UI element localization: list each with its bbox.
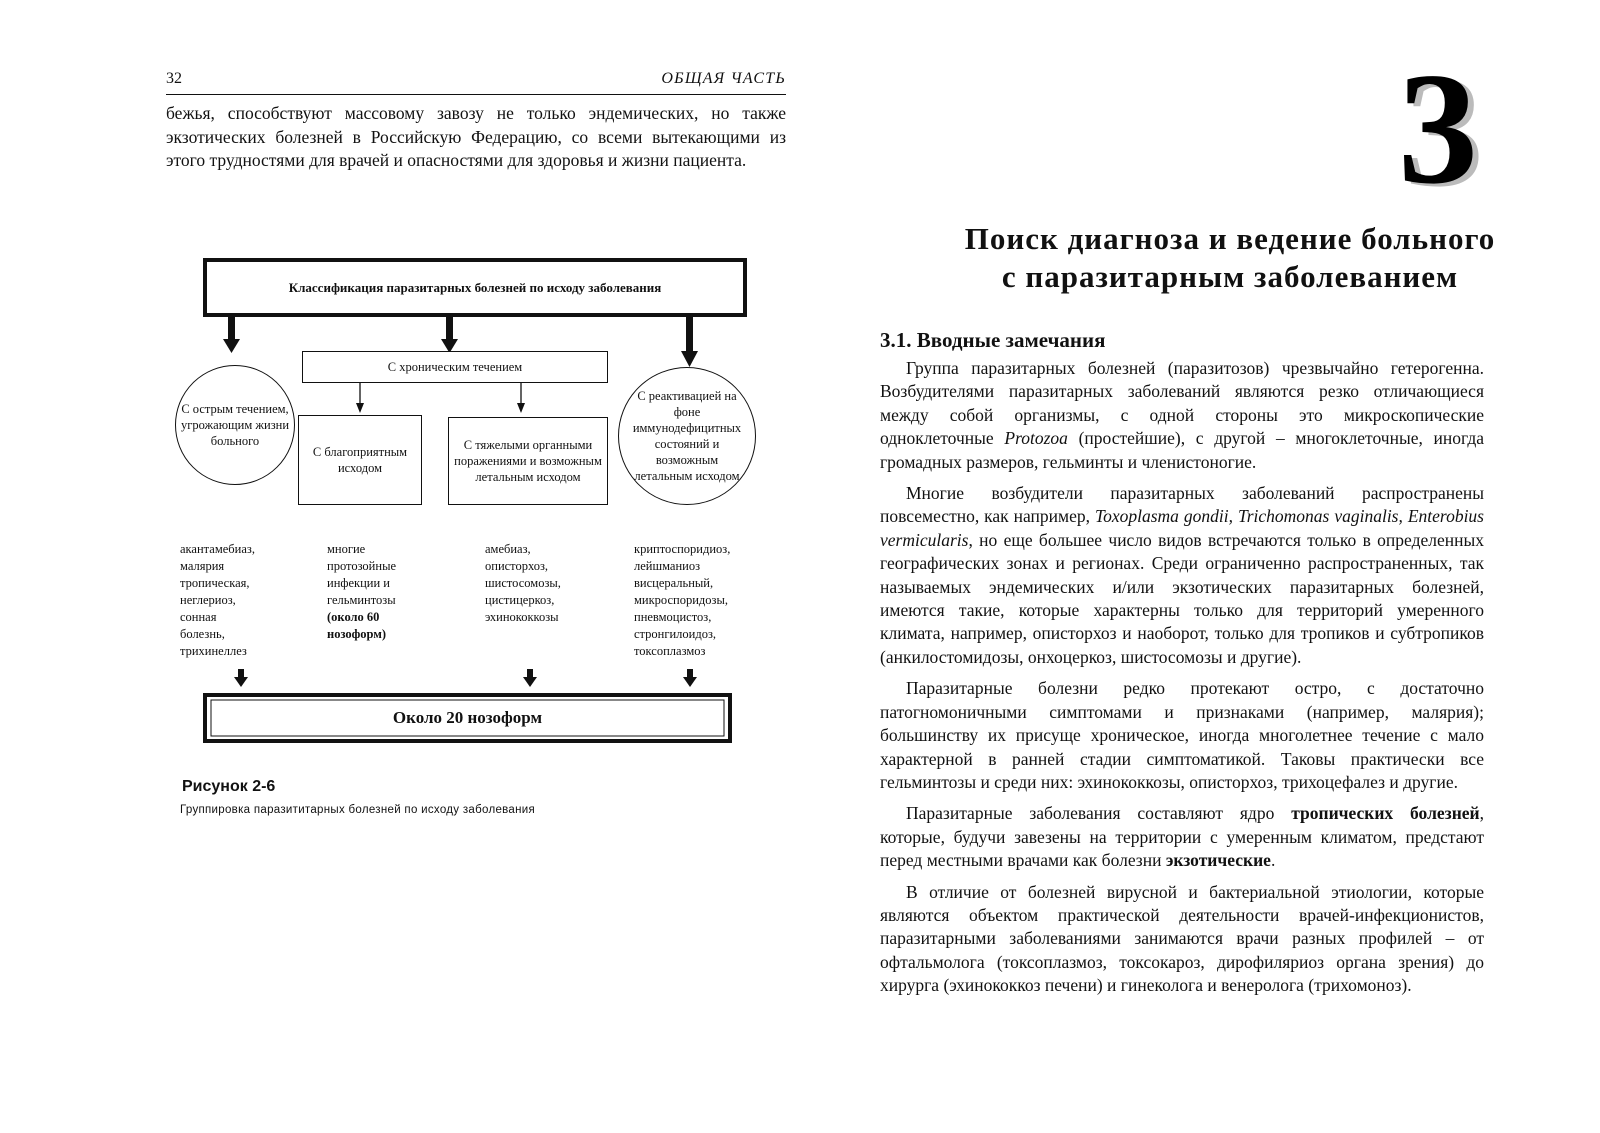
- figure-caption: Группировка паразититарных болезней по исходу заболевания: [180, 804, 536, 816]
- severe-disease-list: [485, 541, 561, 626]
- right-page: [800, 0, 1600, 1133]
- small-arrow-left: [234, 669, 248, 687]
- acute-course-circle: С острым течением, угрожающим жизни больного: [175, 365, 295, 485]
- list-item: тропическая,: [180, 576, 250, 590]
- list-item: сонная болезнь,: [180, 610, 225, 641]
- section-name: ОБЩАЯ ЧАСТЬ: [661, 70, 786, 87]
- chapter-title: [910, 220, 1550, 296]
- list-item: токсоплазмоз: [634, 644, 706, 658]
- list-item: акантамебиаз,: [180, 542, 255, 556]
- list-item: описторхоз,: [485, 559, 549, 573]
- list-item: микроспоридозы,: [634, 593, 728, 607]
- chapter-title-line: Поиск диагноза и ведение больного: [964, 221, 1496, 256]
- page-number: 32: [166, 70, 182, 87]
- diagram-title: Классификация паразитарных болезней по исходу заболевания: [218, 273, 732, 303]
- severe-lesions-box: С тяжелыми органными поражениями и возможным летальным исходом: [448, 417, 608, 505]
- small-arrow-right: [683, 669, 697, 687]
- chapter-title-line: с паразитарным заболеванием: [1001, 259, 1459, 294]
- favorable-disease-list: [327, 541, 396, 643]
- bottom-total-box: Около 20 нозоформ: [392, 708, 543, 727]
- reactivation-circle: С реактивацией на фоне иммунодефицитных состояний и возможным летальным исходом: [618, 367, 756, 505]
- list-item: малярия: [180, 559, 225, 573]
- list-item: трихинеллез: [180, 644, 247, 658]
- arrow-to-severe: [517, 403, 525, 413]
- paragraph: Группа паразитарных болезней (паразитозов) чрезвычайно гетерогенна. Возбудителями паразитарных заболеваний являются резко отличающиеся между собой организмы, с одной стороны это микроскопические одноклеточные Protozoa (простейшие), с другой – многоклеточные, иногда громадных размеров, гельминты и членистоногие.: [880, 358, 1484, 472]
- intro-paragraph: бежья, способствуют массовому завозу не только эндемических, но также экзотических болезней в Российскую Федерацию, со всеми вытекающими из этого трудностями для врачей и опасностями для здоровья и жизни пациента.: [166, 103, 786, 170]
- list-item: стронгилоидоз,: [634, 627, 717, 641]
- list-item: протозойные: [327, 559, 397, 573]
- thick-arrow-center: [441, 317, 458, 353]
- list-item: амебиаз,: [485, 542, 531, 556]
- running-head: [166, 70, 786, 95]
- thick-arrow-left: [223, 317, 240, 353]
- small-arrow-center: [523, 669, 537, 687]
- chronic-course-box: С хроническим течением: [302, 351, 608, 383]
- reactivation-disease-list: [634, 541, 730, 660]
- favorable-outcome-box: С благоприятным исходом: [298, 415, 422, 505]
- arrow-to-favorable: [356, 403, 364, 413]
- list-item: гельминтозы: [327, 593, 396, 607]
- list-item: висцеральный,: [634, 576, 714, 590]
- diagram-arrows: [160, 255, 780, 755]
- list-item: (около 60: [327, 610, 380, 624]
- paragraph: В отличие от болезней вирусной и бактериальной этиологии, которые являются объектом практической деятельности врачей-инфекционистов, паразитарными заболеваниями занимаются врачи разных профилей – от офтальмолога (токсоплазмоз, токсокароз, дирофиляриоз органа зрения) до хирурга (эхинококкоз печени) и гинеколога и венеролога (трихомоноз).: [880, 881, 1484, 996]
- list-item: инфекции и: [327, 576, 390, 590]
- paragraph: Паразитарные заболевания составляют ядро тропических болезней, которые, будучи завезены на территории с умеренным климатом, предстают перед местными врачами как болезни экзотические.: [880, 803, 1484, 871]
- list-item: эхинококкозы: [485, 610, 559, 624]
- list-item: шистосомозы,: [485, 576, 561, 590]
- list-item: многие: [327, 542, 366, 556]
- section-body: [880, 357, 1484, 1006]
- acute-disease-list: [180, 541, 255, 660]
- list-item: неглериоз,: [180, 593, 236, 607]
- list-item: нозоформ): [327, 627, 386, 641]
- list-item: цистицеркоз,: [485, 593, 555, 607]
- list-item: пневмоцистоз,: [634, 610, 712, 624]
- list-item: лейшманиоз: [634, 559, 701, 573]
- list-item: криптоспоридиоз,: [634, 542, 731, 556]
- chapter-number: 3: [1398, 39, 1478, 217]
- paragraph: Паразитарные болезни редко протекают остро, с достаточно патогномоничными симптомами и признаками (например, малярия); большинству их присуще хроническое, иногда многолетнее течение с мало характерной в ранней стадии симптоматикой. Таковы практически все гельминтозы и среди них: эхинококкозы, описторхоз, трихоцефалез и другие.: [880, 678, 1484, 792]
- paragraph: Многие возбудители паразитарных заболеваний распространены повсеместно, как например, Toxoplasma gondii, Trichomonas vaginalis, Enterobius vermicularis, но еще большее число видов встречаются только в определенных географических зонах и регионах. Среди ограниченно распространенных, так называемых эндемических и/или экзотических паразитарных болезней, имеются такие, которые характерны только для территорий умеренного климата, например, описторхоз и наоборот, только для тропиков и субтропиков (анкилостомидозы, онхоцеркоз, шистосомозы и другие).: [880, 483, 1484, 667]
- thick-arrow-right: [681, 317, 698, 367]
- section-heading: 3.1. Вводные замечания: [880, 328, 1106, 352]
- figure-label: Рисунок 2-6: [182, 778, 276, 795]
